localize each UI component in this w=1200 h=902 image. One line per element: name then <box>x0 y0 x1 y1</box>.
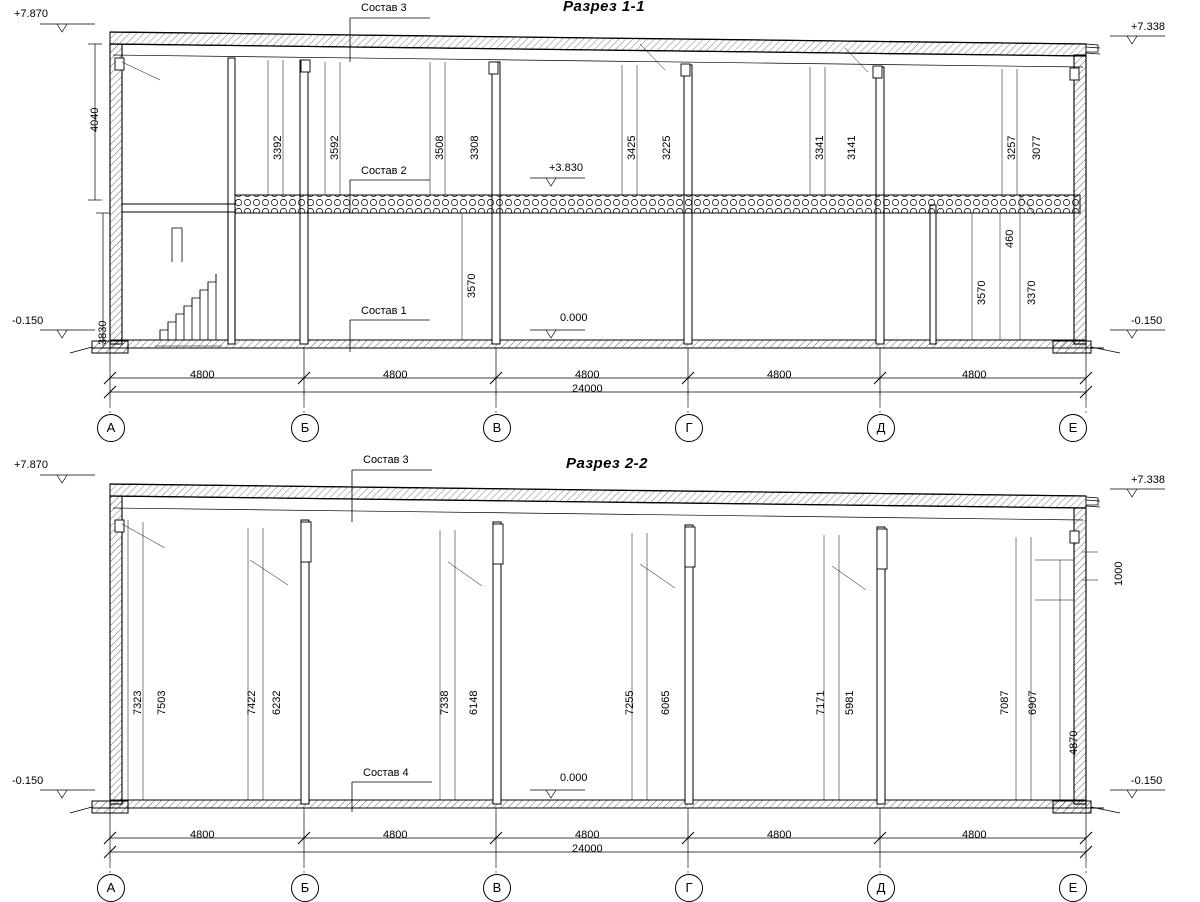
callout-sostav-3-s2: Состав 3 <box>363 454 409 466</box>
vdim-6907: 6907 <box>1027 690 1039 715</box>
grid-label-v-1: В <box>483 414 511 442</box>
vdim-6232: 6232 <box>271 690 283 715</box>
vdim-7171: 7171 <box>815 690 827 715</box>
vdim-7087: 7087 <box>999 690 1011 715</box>
grid-label-e-2: Е <box>1059 874 1087 902</box>
vdim-3592: 3592 <box>329 135 341 160</box>
vdim-3141: 3141 <box>846 135 858 160</box>
level-floor-2: 0.000 <box>560 772 588 784</box>
grid-label-b-2: Б <box>291 874 319 902</box>
callout-sostav-4-s2: Состав 4 <box>363 767 409 779</box>
vdim-3257: 3257 <box>1006 135 1018 160</box>
vdim-3570-a: 3570 <box>466 273 478 298</box>
level-bottom-right-1: -0.150 <box>1131 315 1163 327</box>
level-top-right-1: +7.338 <box>1131 21 1165 33</box>
height-dim-3830: 3830 <box>97 320 109 345</box>
vdim-3077: 3077 <box>1031 135 1043 160</box>
callout-sostav-1-s1: Состав 1 <box>361 305 407 317</box>
grid-label-d-1: Д <box>867 414 895 442</box>
vdim-3425: 3425 <box>626 135 638 160</box>
total-dim-1: 24000 <box>572 383 603 395</box>
vdim-4870: 4870 <box>1068 730 1080 755</box>
vdim-3508: 3508 <box>434 135 446 160</box>
bay-dim-1-5: 4800 <box>962 369 987 381</box>
vdim-7503: 7503 <box>156 690 168 715</box>
level-floor-1: 0.000 <box>560 312 588 324</box>
vdim-3341: 3341 <box>814 135 826 160</box>
vdim-3370: 3370 <box>1026 280 1038 305</box>
vdim-3225: 3225 <box>661 135 673 160</box>
vdim-6148: 6148 <box>468 690 480 715</box>
callout-sostav-3-s1: Состав 3 <box>361 2 407 14</box>
vdim-6065: 6065 <box>660 690 672 715</box>
bay-dim-1-2: 4800 <box>383 369 408 381</box>
grid-label-d-2: Д <box>867 874 895 902</box>
vdim-460: 460 <box>1004 229 1016 248</box>
section-2-2-title: Разрез 2-2 <box>566 455 649 472</box>
vdim-3392: 3392 <box>272 135 284 160</box>
bay-dim-2-4: 4800 <box>767 829 792 841</box>
level-top-left-2: +7.870 <box>14 459 48 471</box>
vdim-3308: 3308 <box>469 135 481 160</box>
bay-dim-1-1: 4800 <box>190 369 215 381</box>
callout-sostav-2-s1: Состав 2 <box>361 165 407 177</box>
bay-dim-2-2: 4800 <box>383 829 408 841</box>
bay-dim-2-1: 4800 <box>190 829 215 841</box>
height-dim-4040: 4040 <box>89 107 101 132</box>
bay-dim-1-3: 4800 <box>575 369 600 381</box>
vdim-5981: 5981 <box>844 690 856 715</box>
level-bottom-left-1: -0.150 <box>12 315 44 327</box>
vdim-7338: 7338 <box>439 690 451 715</box>
level-top-left-1: +7.870 <box>14 8 48 20</box>
grid-label-e-1: Е <box>1059 414 1087 442</box>
level-mezzanine-1: +3.830 <box>549 162 583 174</box>
grid-label-a-2: А <box>97 874 125 902</box>
level-top-right-2: +7.338 <box>1131 474 1165 486</box>
grid-label-b-1: Б <box>291 414 319 442</box>
total-dim-2: 24000 <box>572 843 603 855</box>
vdim-7323: 7323 <box>132 690 144 715</box>
bay-dim-2-3: 4800 <box>575 829 600 841</box>
vdim-7422: 7422 <box>246 690 258 715</box>
grid-label-g-1: Г <box>675 414 703 442</box>
bay-dim-2-5: 4800 <box>962 829 987 841</box>
vdim-7255: 7255 <box>624 690 636 715</box>
level-bottom-right-2: -0.150 <box>1131 775 1163 787</box>
vdim-1000: 1000 <box>1113 561 1125 586</box>
section-1-1-title: Разрез 1-1 <box>563 0 646 15</box>
bay-dim-1-4: 4800 <box>767 369 792 381</box>
vdim-3570-b: 3570 <box>976 280 988 305</box>
level-bottom-left-2: -0.150 <box>12 775 44 787</box>
grid-label-a-1: А <box>97 414 125 442</box>
grid-label-v-2: В <box>483 874 511 902</box>
grid-label-g-2: Г <box>675 874 703 902</box>
